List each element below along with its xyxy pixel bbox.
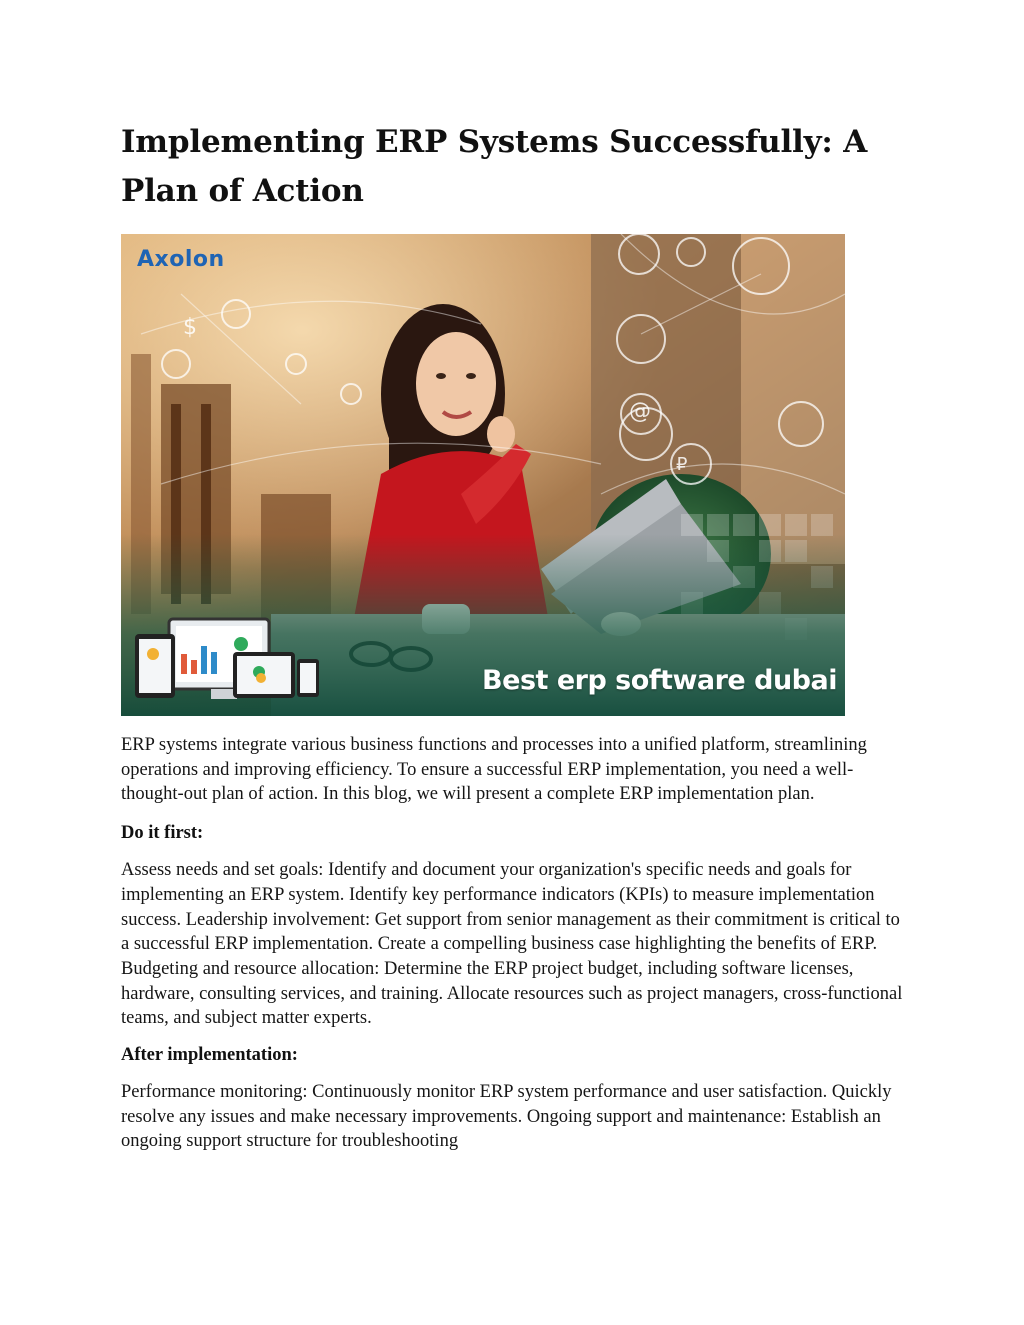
svg-text:$: $: [183, 315, 197, 340]
hero-illustration: [121, 234, 845, 716]
section-heading-after-implementation: After implementation:: [121, 1045, 298, 1066]
image-banner-text: Best erp software dubai: [482, 665, 837, 696]
section-heading-do-it-first: Do it first:: [121, 823, 204, 844]
section-body-do-it-first: Assess needs and set goals: Identify and document your organization's specific needs and goals for implementing an ERP system. Identify key performance indicators (KPIs) to measure implementation success. Leadership involvement: Get support from senior management as their commitment is critical to a successful ERP implementation. Create a compelling business case highlighting the benefits of ERP. Budgeting and resource allocation: Determine the ERP project budget, including software licenses, hardware, consulting services, and training. Allocate resources such as project managers, cross-functional teams, and subject matter experts.: [121, 860, 903, 1029]
section-body-after-implementation: Performance monitoring: Continuously monitor ERP system performance and user satisfaction. Quickly resolve any issues and make necessary improvements. Ongoing support and maintenance: Establish an ongoing support structure for troubleshooting: [121, 1082, 892, 1152]
hero-image: [121, 234, 845, 716]
svg-text:@: @: [629, 399, 651, 424]
intro-paragraph: ERP systems integrate various business functions and processes into a unified platform, streamlining operations and improving efficiency. To ensure a successful ERP implementation, you need a well-thought-out plan of action. In this blog, we will present a complete ERP implementation plan.: [121, 735, 867, 805]
axolon-logo: Axolon: [137, 247, 225, 272]
article: [121, 118, 911, 1154]
svg-text:₽: ₽: [676, 454, 688, 475]
page-title: Implementing ERP Systems Successfully: A Plan of Action: [121, 124, 868, 209]
